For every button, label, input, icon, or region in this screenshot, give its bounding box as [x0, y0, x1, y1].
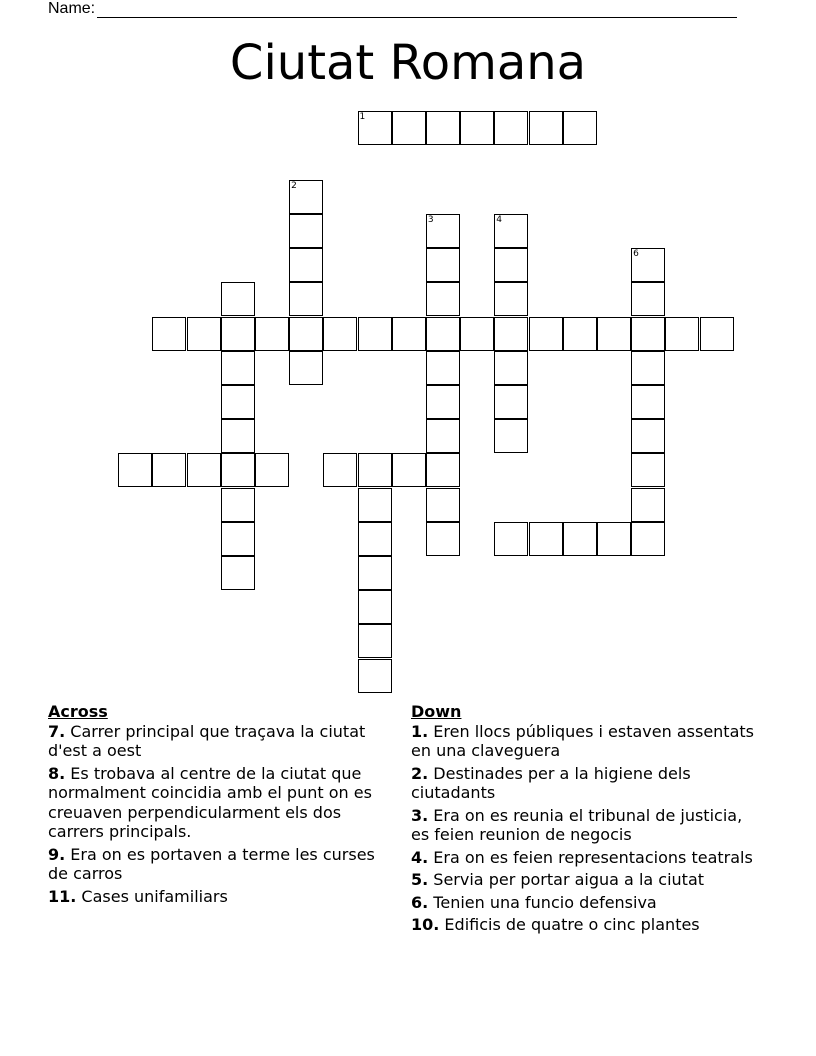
clue-text: Destinades per a la higiene dels ciutadants	[411, 763, 691, 802]
name-label: Name:	[48, 0, 96, 17]
grid-cell[interactable]	[631, 385, 665, 419]
grid-cell[interactable]	[631, 419, 665, 453]
grid-cell[interactable]	[563, 111, 597, 145]
grid-cell[interactable]	[426, 419, 460, 453]
grid-cell[interactable]	[494, 419, 528, 453]
clue-text: Carrer principal que traçava la ciutat d'est a oest	[48, 721, 366, 760]
clue-item	[411, 848, 761, 868]
grid-cell[interactable]	[323, 453, 357, 487]
grid-cell[interactable]	[392, 317, 426, 351]
grid-cell[interactable]	[597, 317, 631, 351]
clue-item	[411, 915, 761, 935]
clue-number-label: 3	[427, 215, 434, 225]
grid-cell[interactable]	[426, 282, 460, 316]
clue-number-label: 6	[633, 249, 639, 260]
grid-cell[interactable]	[631, 282, 665, 316]
across-clue-list	[48, 722, 393, 907]
clue-item	[48, 722, 393, 761]
grid-cell[interactable]	[392, 111, 426, 145]
grid-cell[interactable]	[494, 214, 528, 248]
grid-cell[interactable]	[529, 522, 563, 556]
clue-text: Era on es reunia el tribunal de justicia, es feien reunion de negocis	[411, 805, 743, 844]
across-clues	[48, 702, 393, 909]
grid-cell[interactable]	[631, 248, 665, 282]
grid-cell[interactable]	[221, 453, 255, 487]
clue-number: 8.	[48, 763, 66, 783]
clue-text: Era on es feien representacions teatrals	[428, 847, 753, 867]
grid-cell[interactable]	[426, 248, 460, 282]
grid-cell[interactable]	[460, 111, 494, 145]
clue-text: Era on es portaven a terme les curses de carros	[48, 844, 375, 883]
grid-cell[interactable]	[358, 522, 392, 556]
grid-cell[interactable]	[392, 453, 426, 487]
clue-number: 10.	[411, 915, 440, 934]
clue-number: 1.	[411, 721, 429, 741]
grid-cell[interactable]	[358, 317, 392, 351]
clue-item	[411, 722, 761, 761]
grid-cell[interactable]	[529, 317, 563, 351]
clue-item	[411, 764, 761, 803]
grid-cell[interactable]	[152, 317, 186, 351]
clue-text: Cases unifamiliars	[76, 886, 228, 906]
grid-cell[interactable]	[289, 282, 323, 316]
grid-cell[interactable]	[289, 214, 323, 248]
grid-cell[interactable]	[152, 453, 186, 487]
grid-cell[interactable]	[289, 351, 323, 385]
clue-number: 5.	[411, 870, 429, 889]
clue-item	[411, 893, 761, 913]
clue-number: 2.	[411, 763, 429, 783]
grid-cell[interactable]	[631, 453, 665, 487]
clue-number: 7.	[48, 721, 66, 741]
grid-cell[interactable]	[358, 111, 392, 145]
clue-item	[411, 806, 761, 845]
clue-text: Es trobava al centre de la ciutat que normalment coincidia amb el punt on es creuaven perpendicularment els dos carrers principals.	[48, 763, 372, 841]
clue-number: 11.	[48, 886, 77, 906]
grid-cell[interactable]	[221, 419, 255, 453]
grid-cell[interactable]	[426, 111, 460, 145]
grid-cell[interactable]	[358, 590, 392, 624]
clue-number-label: 1	[359, 112, 366, 123]
grid-cell[interactable]	[255, 317, 289, 351]
grid-cell[interactable]	[426, 488, 460, 522]
grid-cell[interactable]	[494, 248, 528, 282]
grid-cell[interactable]	[494, 317, 528, 351]
grid-cell[interactable]	[426, 214, 460, 248]
grid-cell[interactable]	[289, 248, 323, 282]
down-clues	[411, 702, 761, 938]
grid-cell[interactable]	[187, 317, 221, 351]
grid-cell[interactable]	[700, 317, 734, 351]
grid-cell[interactable]	[358, 624, 392, 658]
clue-item	[48, 764, 393, 842]
grid-cell[interactable]	[187, 453, 221, 487]
grid-cell[interactable]	[358, 659, 392, 693]
clue-item	[48, 845, 393, 884]
across-heading: Across	[48, 702, 108, 721]
clue-text: Eren llocs públiques i estaven assentats en una claveguera	[411, 721, 754, 760]
grid-cell[interactable]	[631, 488, 665, 522]
grid-cell[interactable]	[494, 282, 528, 316]
grid-cell[interactable]	[358, 488, 392, 522]
grid-cell[interactable]	[460, 317, 494, 351]
grid-cell[interactable]	[221, 488, 255, 522]
clue-number: 3.	[411, 805, 429, 825]
grid-cell[interactable]	[221, 556, 255, 590]
grid-cell[interactable]	[323, 317, 357, 351]
grid-cell[interactable]	[494, 385, 528, 419]
grid-cell[interactable]	[563, 317, 597, 351]
grid-cell[interactable]	[255, 453, 289, 487]
clue-number-label: 2	[291, 180, 297, 191]
grid-cell[interactable]	[631, 317, 665, 351]
grid-cell[interactable]	[289, 180, 323, 214]
grid-cell[interactable]	[426, 351, 460, 385]
grid-cell[interactable]	[597, 522, 631, 556]
grid-cell[interactable]	[494, 111, 528, 145]
grid-cell[interactable]	[289, 317, 323, 351]
grid-cell[interactable]	[631, 351, 665, 385]
down-clue-list	[411, 722, 761, 935]
down-heading: Down	[411, 702, 462, 721]
grid-cell[interactable]	[118, 453, 152, 487]
clue-number: 9.	[48, 844, 66, 864]
clue-text: Tenien una funcio defensiva	[428, 892, 657, 912]
grid-cell[interactable]	[221, 282, 255, 316]
grid-cell[interactable]	[221, 351, 255, 385]
puzzle-title: Ciutat Romana	[229, 35, 587, 91]
grid-cell[interactable]	[631, 522, 665, 556]
grid-cell[interactable]	[494, 522, 528, 556]
clue-text: Edificis de quatre o cinc plantes	[439, 915, 700, 934]
grid-cell[interactable]	[358, 453, 392, 487]
clue-item	[411, 870, 761, 890]
grid-cell[interactable]	[221, 385, 255, 419]
grid-cell[interactable]	[426, 317, 460, 351]
grid-cell[interactable]	[426, 522, 460, 556]
clue-number: 4.	[411, 847, 429, 867]
grid-cell[interactable]	[529, 111, 563, 145]
grid-cell[interactable]	[426, 385, 460, 419]
clue-item	[48, 887, 393, 907]
grid-cell[interactable]	[426, 453, 460, 487]
grid-cell[interactable]	[494, 351, 528, 385]
clue-number-label: 4	[496, 215, 503, 225]
grid-cell[interactable]	[221, 522, 255, 556]
grid-cell[interactable]	[665, 317, 699, 351]
grid-cell[interactable]	[221, 317, 255, 351]
clue-number: 6.	[411, 892, 429, 912]
grid-cell[interactable]	[563, 522, 597, 556]
clue-text: Servia per portar aigua a la ciutat	[428, 870, 705, 889]
grid-cell[interactable]	[358, 556, 392, 590]
